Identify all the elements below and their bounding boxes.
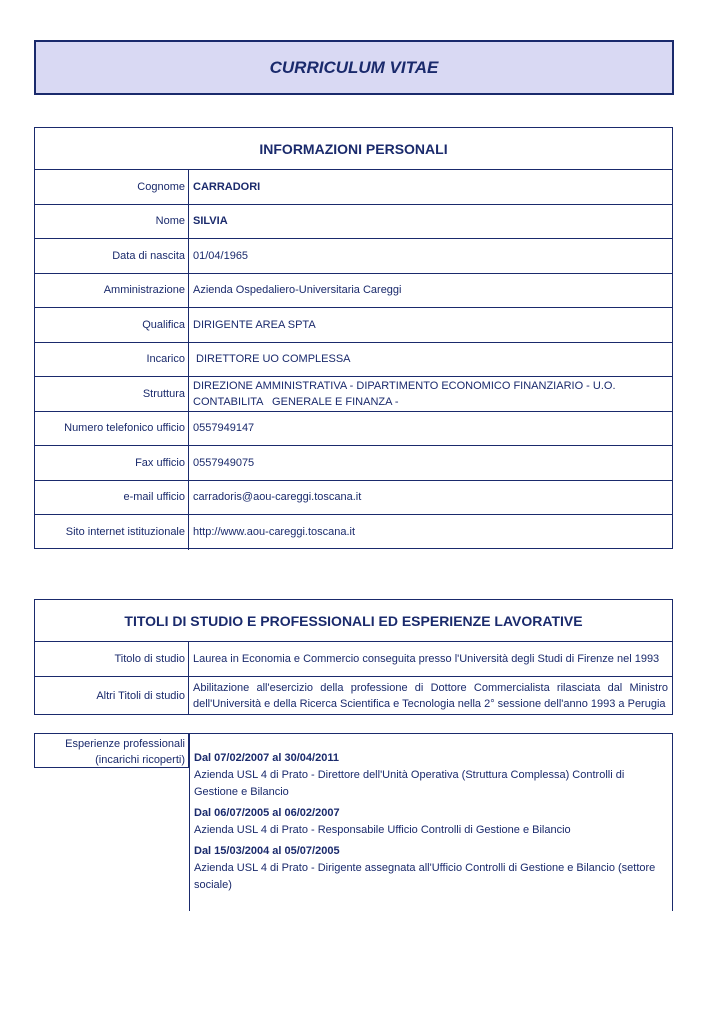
table-row xyxy=(35,642,672,677)
qualification-value: DIRIGENTE AREA SPTA xyxy=(193,318,316,331)
degree-value: Laurea in Economia e Commercio conseguita presso l'Università degli Studi di Firenze nel 1993 xyxy=(193,653,660,665)
table-row xyxy=(35,205,672,240)
table-row xyxy=(35,481,672,516)
personal-info-heading: INFORMAZIONI PERSONALI xyxy=(35,128,672,170)
office-phone-value: 0557949147 xyxy=(193,422,255,435)
experience-list xyxy=(194,750,666,898)
experience-label: Esperienze professionali (incarichi ricoperti) xyxy=(34,733,189,768)
role-value: DIRETTORE UO COMPLESSA xyxy=(193,353,351,366)
field-label: Sito internet istituzionale xyxy=(35,515,189,550)
field-label: e-mail ufficio xyxy=(35,481,189,515)
structure-value: DIREZIONE AMMINISTRATIVA - DIPARTIMENTO ECONOMICO FINANZIARIO - U.O. CONTABILITA GENERALE E FINANZA - xyxy=(193,379,619,408)
experience-description: Azienda USL 4 di Prato - Direttore dell'Unità Operativa (Struttura Complessa) Controlli di Gestione e Bilancio xyxy=(194,769,625,798)
table-row xyxy=(35,412,672,447)
field-label: Altri Titoli di studio xyxy=(35,677,189,714)
field-label: Numero telefonico ufficio xyxy=(35,412,189,446)
divider xyxy=(189,733,673,734)
list-item xyxy=(194,805,666,839)
table-row xyxy=(35,377,672,412)
table-row xyxy=(35,343,672,378)
website-link[interactable]: http://www.aou-careggi.toscana.it xyxy=(193,526,356,539)
table-row xyxy=(35,515,672,550)
experience-period: Dal 07/02/2007 al 30/04/2011 xyxy=(194,752,339,764)
surname-value: CARRADORI xyxy=(193,180,261,193)
cv-title-banner xyxy=(34,40,674,95)
field-label: Cognome xyxy=(35,170,189,204)
name-value: SILVIA xyxy=(193,215,228,228)
table-row xyxy=(35,308,672,343)
cv-title: CURRICULUM VITAE xyxy=(269,57,439,77)
divider xyxy=(189,733,190,911)
field-label: Data di nascita xyxy=(35,239,189,273)
field-label: Nome xyxy=(35,205,189,239)
experience-description: Azienda USL 4 di Prato - Responsabile Ufficio Controlli di Gestione e Bilancio xyxy=(194,824,571,836)
experience-description: Azienda USL 4 di Prato - Dirigente assegnata all'Ufficio Controlli di Gestione e Bilancio (settore sociale) xyxy=(194,862,656,891)
list-item xyxy=(194,750,666,801)
other-titles-value: Abilitazione all'esercizio della professione di Dottore Commercialista rilasciata dal Ministro dell'Università e della Ricerca Scientifica e Tecnologia nella 2° sessione dell'anno 1993 a Perugia xyxy=(193,681,668,710)
office-email-link[interactable]: carradoris@aou-careggi.toscana.it xyxy=(193,491,362,504)
field-label: Incarico xyxy=(35,343,189,377)
studies-heading: TITOLI DI STUDIO E PROFESSIONALI ED ESPERIENZE LAVORATIVE xyxy=(35,600,672,642)
divider xyxy=(672,733,673,911)
table-row xyxy=(35,446,672,481)
table-row xyxy=(35,274,672,309)
field-label: Amministrazione xyxy=(35,274,189,308)
experience-period: Dal 15/03/2004 al 05/07/2005 xyxy=(194,845,340,857)
office-fax-value: 0557949075 xyxy=(193,456,255,469)
field-label: Titolo di studio xyxy=(35,642,189,676)
personal-info-table xyxy=(34,127,673,549)
table-row xyxy=(35,677,672,714)
studies-table xyxy=(34,599,673,715)
list-item xyxy=(194,843,666,894)
administration-value: Azienda Ospedaliero-Universitaria Careggi xyxy=(193,284,402,297)
field-label: Struttura xyxy=(35,377,189,411)
field-label: Qualifica xyxy=(35,308,189,342)
experience-period: Dal 06/07/2005 al 06/02/2007 xyxy=(194,807,340,819)
table-row xyxy=(35,239,672,274)
table-row xyxy=(35,170,672,205)
field-label: Fax ufficio xyxy=(35,446,189,480)
birth-date-value: 01/04/1965 xyxy=(193,249,249,262)
